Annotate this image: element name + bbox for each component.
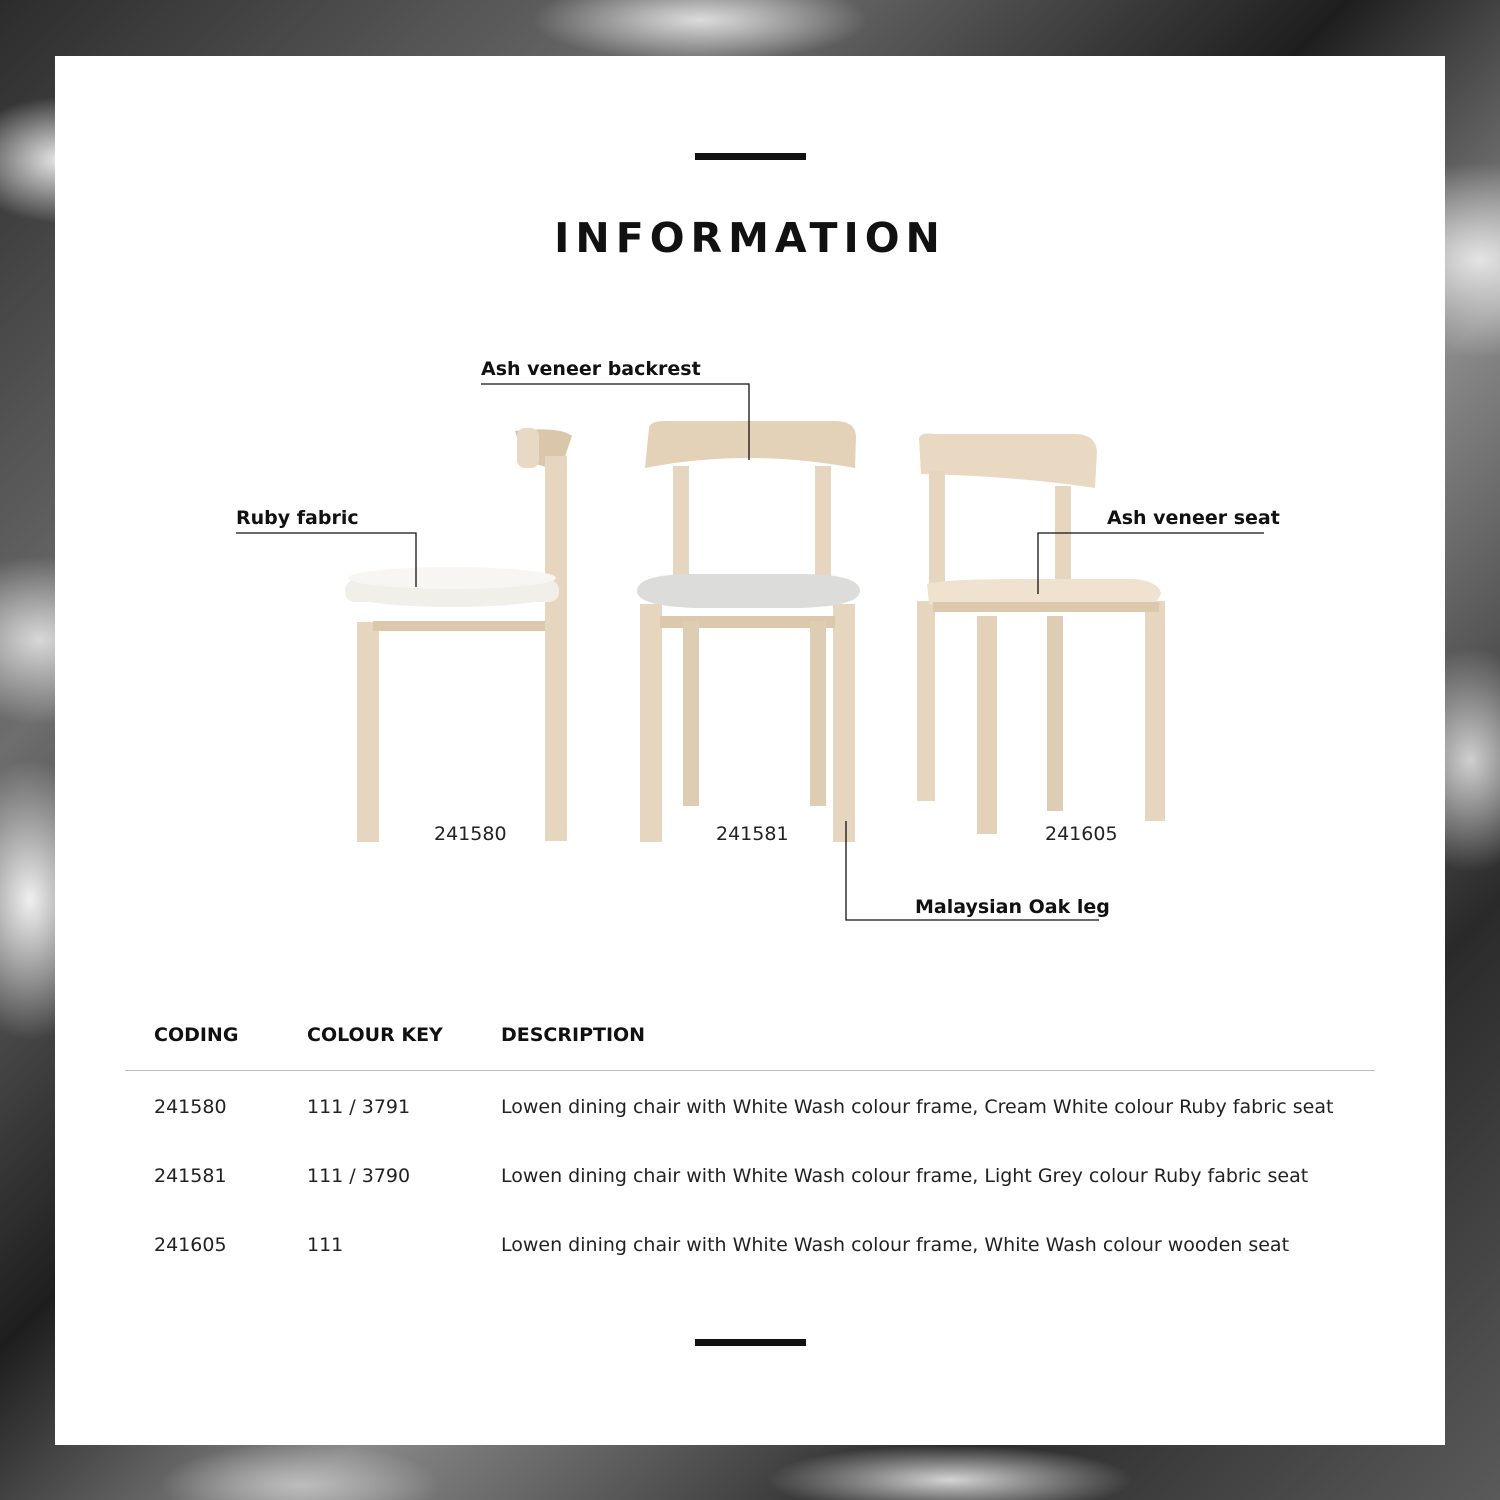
chair-code-label: 241581 bbox=[716, 823, 789, 845]
page-title: INFORMATION bbox=[554, 214, 946, 262]
callout-ruby-fabric: Ruby fabric bbox=[236, 507, 359, 529]
cell-description: Lowen dining chair with White Wash colour frame, White Wash colour wooden seat bbox=[501, 1234, 1290, 1256]
callout-malaysian-oak-leg: Malaysian Oak leg bbox=[915, 896, 1110, 918]
header-description: DESCRIPTION bbox=[501, 1024, 646, 1046]
cell-coding: 241581 bbox=[154, 1165, 227, 1187]
cell-coding: 241605 bbox=[154, 1234, 227, 1256]
product-spec-table bbox=[125, 1016, 1375, 1278]
chair-241580-image bbox=[345, 428, 572, 842]
chair-code-label: 241605 bbox=[1045, 823, 1118, 845]
cell-description: Lowen dining chair with White Wash colour frame, Cream White colour Ruby fabric seat bbox=[501, 1096, 1334, 1118]
bottom-divider-bar bbox=[695, 1339, 806, 1346]
callout-ash-veneer-backrest: Ash veneer backrest bbox=[481, 358, 701, 380]
cell-colour-key: 111 / 3791 bbox=[307, 1096, 411, 1118]
callout-ash-veneer-seat: Ash veneer seat bbox=[1107, 507, 1280, 529]
info-panel bbox=[55, 56, 1445, 1445]
cell-coding: 241580 bbox=[154, 1096, 227, 1118]
table-row bbox=[125, 1209, 1375, 1278]
cell-colour-key: 111 / 3790 bbox=[307, 1165, 411, 1187]
table-header-row bbox=[125, 1016, 1375, 1071]
chair-code-label: 241580 bbox=[434, 823, 507, 845]
cell-description: Lowen dining chair with White Wash colour frame, Light Grey colour Ruby fabric seat bbox=[501, 1165, 1309, 1187]
table-row bbox=[125, 1140, 1375, 1209]
header-coding: CODING bbox=[154, 1024, 239, 1046]
chair-241581-image bbox=[637, 421, 860, 842]
cell-colour-key: 111 bbox=[307, 1234, 344, 1256]
chair-241605-image bbox=[917, 434, 1165, 835]
header-colour-key: COLOUR KEY bbox=[307, 1024, 443, 1046]
table-row bbox=[125, 1071, 1375, 1140]
